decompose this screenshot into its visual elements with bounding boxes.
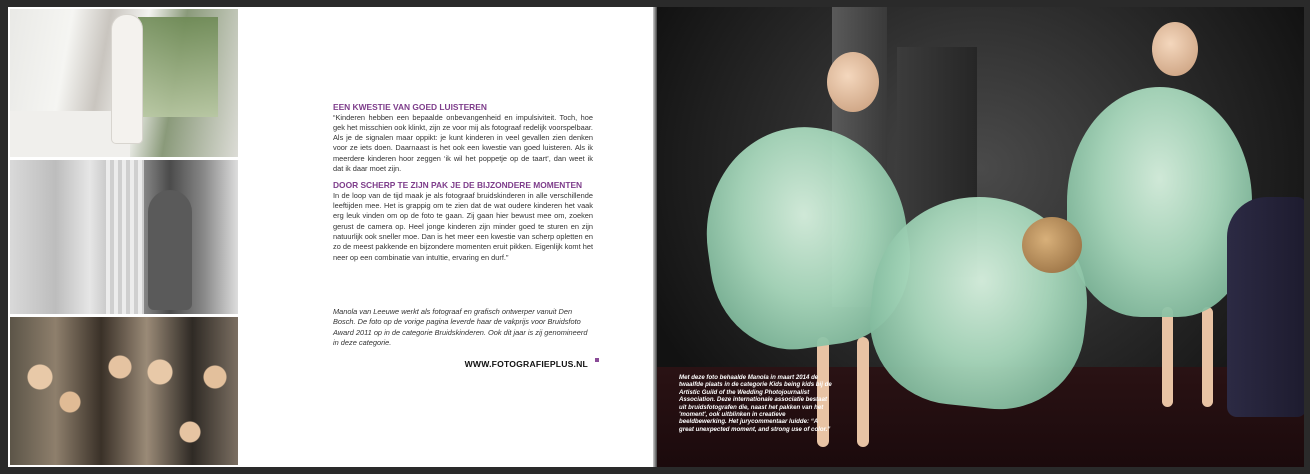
section-heading: EEN KWESTIE VAN GOED LUISTEREN [333, 102, 487, 112]
woman-figure [1227, 197, 1304, 417]
left-page [8, 7, 655, 467]
girl-leg [1162, 307, 1173, 407]
wedding-group-photo [10, 317, 238, 465]
author-credit: Manola van Leeuwe werkt als fotograaf en grafisch ontwerper vanuit Den Bosch. De foto op de vorige pagina leverde haar de vakprijs voor Bruidsfoto Award 2011 op in de categorie Bruidskinderen. Ook dit jaar is zij genomineerd in deze categorie. [333, 307, 588, 347]
photo-caption: Met deze foto behaalde Manola in maart 2014 de twaalfde plaats in de categorie Kids being kids bij de Artistic Guild of the Wedding Photojournalist Association. Deze internationale associatie bestaat uit bruidsfotografen die, naast het pakken van het 'moment', ook uitblinken in creatieve beeldbewerking. Het jurycommentaar luidde: “A great unexpected moment, and strong use of color.” [679, 374, 832, 433]
section-heading: DOOR SCHERP TE ZIJN PAK JE DE BIJZONDERE MOMENTEN [333, 180, 583, 191]
child-at-window-photo [10, 160, 238, 314]
end-mark [591, 349, 597, 355]
bride-figure [112, 15, 142, 143]
section-body: “Kinderen hebben een bepaalde onbevangenheid en impulsiviteit. Toch, hoe gek het misschien ook klinkt, zijn ze voor mij als fotograaf redelijk voorspelbaar. Als je de signalen maar oppikt: je kunt kinderen in veel gevallen zien denken voor ze iets doen. Daarnaast is het ook een kwestie van goed luisteren. Als ik meerdere kinderen hoor zeggen ‘ik wil het poppetje op de taart’, dan weet ik dat ik daar moet zijn. [333, 112, 593, 173]
girl-head [827, 52, 879, 112]
girl-leg [857, 337, 869, 447]
window [138, 17, 218, 117]
magazine-spread [8, 7, 1304, 467]
girl-head [1022, 217, 1082, 273]
green-dress [1067, 87, 1252, 317]
curtain [106, 160, 144, 314]
girl-head [1152, 22, 1198, 76]
square-icon [595, 358, 599, 362]
child-figure [148, 190, 192, 310]
right-page-photo [657, 7, 1304, 467]
bride-photo [10, 9, 238, 157]
wedding-guests [10, 347, 238, 465]
section-body: In de loop van de tijd maak je als fotograaf bruidskinderen in alle verschillende leeftijden mee. Het is grappig om te zien dat de wat oudere kinderen het vaak erg leuk vinden om op de foto te gaan. Zij gaan hier bewust mee om, zoeken gerust de camera op. Heel jonge kinderen zijn minder goed te sturen en zijn natuurlijk ook sneller moe. Dan is het meer een kwestie van scherp opletten en zo de meest pakkende en bijzondere momenten eruit pikken. Eigenlijk komt het neer op een combinatie van intuïtie, ervaring en durf.” [333, 190, 593, 262]
girl-leg [1202, 307, 1213, 407]
website-url[interactable]: WWW.FOTOGRAFIEPLUS.NL [464, 359, 588, 369]
article-text [333, 102, 593, 269]
